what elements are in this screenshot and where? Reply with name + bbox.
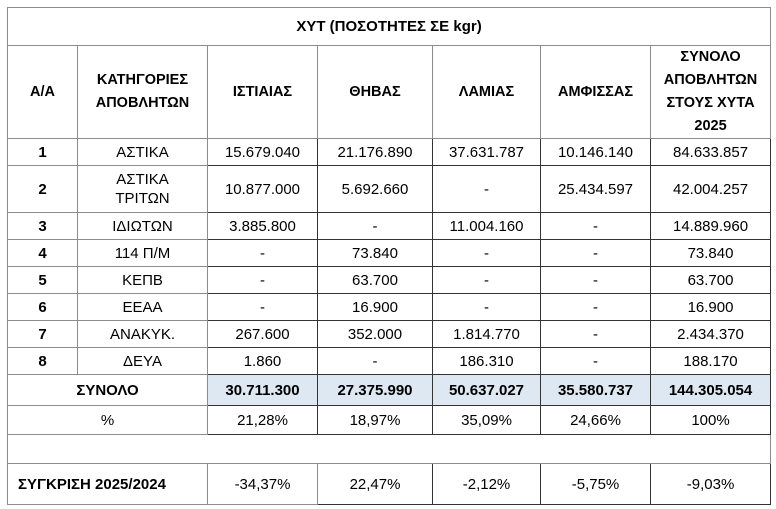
cell-thivas: 63.700 xyxy=(318,267,433,294)
percent-row xyxy=(8,406,771,435)
cell-istiaias: 267.600 xyxy=(208,321,318,348)
cell-lamias: 37.631.787 xyxy=(433,139,541,166)
header-istiaias: ΙΣΤΙΑΙΑΣ xyxy=(208,46,318,139)
cell-total: 84.633.857 xyxy=(651,139,771,166)
header-lamias: ΛΑΜΙΑΣ xyxy=(433,46,541,139)
row-category xyxy=(78,166,208,213)
cell-thivas: 21.176.890 xyxy=(318,139,433,166)
cell-amfissas: - xyxy=(541,294,651,321)
cell-thivas: 352.000 xyxy=(318,321,433,348)
total-istiaias: 30.711.300 xyxy=(208,375,318,406)
totals-label: ΣΥΝΟΛΟ xyxy=(8,375,208,406)
header-total-line2: ΑΠΟΒΛΗΤΩΝ xyxy=(663,72,758,88)
header-aa: Α/Α xyxy=(8,46,78,139)
comparison-lamias: -2,12% xyxy=(433,464,541,505)
table-row xyxy=(8,166,771,213)
row-category: ΕΕΑΑ xyxy=(78,294,208,321)
row-category: ΙΔΙΩΤΩΝ xyxy=(78,213,208,240)
totals-row xyxy=(8,375,771,406)
cell-thivas: - xyxy=(318,348,433,375)
cell-thivas: 73.840 xyxy=(318,240,433,267)
row-aa: 5 xyxy=(8,267,78,294)
table-row xyxy=(8,267,771,294)
cell-amfissas: - xyxy=(541,321,651,348)
header-amfissas: ΑΜΦΙΣΣΑΣ xyxy=(541,46,651,139)
row-aa: 2 xyxy=(8,166,78,213)
cell-istiaias: 10.877.000 xyxy=(208,166,318,213)
cell-lamias: - xyxy=(433,294,541,321)
row-aa: 7 xyxy=(8,321,78,348)
percent-total: 100% xyxy=(651,406,771,435)
row-category-line1: ΑΣΤΙΚΑ xyxy=(116,171,169,188)
total-thivas: 27.375.990 xyxy=(318,375,433,406)
spacer-row xyxy=(8,435,771,464)
cell-total: 2.434.370 xyxy=(651,321,771,348)
total-grand: 144.305.054 xyxy=(651,375,771,406)
cell-lamias: 186.310 xyxy=(433,348,541,375)
row-category: ΔΕΥΑ xyxy=(78,348,208,375)
header-category-line1: ΚΑΤΗΓΟΡΙΕΣ xyxy=(96,72,189,88)
row-category: ΑΝΑΚΥΚ. xyxy=(78,321,208,348)
header-row xyxy=(8,46,771,139)
comparison-thivas: 22,47% xyxy=(318,464,433,505)
cell-amfissas: - xyxy=(541,213,651,240)
table-row xyxy=(8,213,771,240)
percent-istiaias: 21,28% xyxy=(208,406,318,435)
row-aa: 3 xyxy=(8,213,78,240)
row-category-line2: ΤΡΙΤΩΝ xyxy=(115,190,170,207)
table-row xyxy=(8,240,771,267)
cell-istiaias: - xyxy=(208,267,318,294)
table-row xyxy=(8,348,771,375)
cell-lamias: - xyxy=(433,166,541,213)
cell-amfissas: - xyxy=(541,240,651,267)
header-thivas: ΘΗΒΑΣ xyxy=(318,46,433,139)
percent-thivas: 18,97% xyxy=(318,406,433,435)
cell-total: 14.889.960 xyxy=(651,213,771,240)
cell-thivas: - xyxy=(318,213,433,240)
cell-istiaias: 1.860 xyxy=(208,348,318,375)
total-amfissas: 35.580.737 xyxy=(541,375,651,406)
row-aa: 1 xyxy=(8,139,78,166)
table-row xyxy=(8,321,771,348)
comparison-row xyxy=(8,464,771,505)
cell-amfissas: - xyxy=(541,267,651,294)
row-aa: 4 xyxy=(8,240,78,267)
header-category xyxy=(78,46,208,139)
cell-lamias: 1.814.770 xyxy=(433,321,541,348)
cell-total: 16.900 xyxy=(651,294,771,321)
cell-lamias: - xyxy=(433,240,541,267)
header-total xyxy=(651,46,771,139)
row-category: 114 Π/Μ xyxy=(78,240,208,267)
table-row xyxy=(8,294,771,321)
cell-thivas: 5.692.660 xyxy=(318,166,433,213)
cell-amfissas: 25.434.597 xyxy=(541,166,651,213)
cell-istiaias: - xyxy=(208,294,318,321)
comparison-amfissas: -5,75% xyxy=(541,464,651,505)
row-aa: 6 xyxy=(8,294,78,321)
total-lamias: 50.637.027 xyxy=(433,375,541,406)
comparison-total: -9,03% xyxy=(651,464,771,505)
comparison-label: ΣΥΓΚΡΙΣΗ 2025/2024 xyxy=(8,464,208,505)
header-total-line3: ΣΤΟΥΣ ΧΥΤΑ xyxy=(666,95,755,111)
cell-amfissas: - xyxy=(541,348,651,375)
percent-amfissas: 24,66% xyxy=(541,406,651,435)
header-total-line1: ΣΥΝΟΛΟ xyxy=(680,49,741,65)
cell-lamias: 11.004.160 xyxy=(433,213,541,240)
table-title: ΧΥΤ (ΠΟΣΟΤΗΤΕΣ ΣΕ kgr) xyxy=(8,8,771,46)
table-row xyxy=(8,139,771,166)
row-category: ΚΕΠΒ xyxy=(78,267,208,294)
cell-istiaias: 3.885.800 xyxy=(208,213,318,240)
cell-total: 73.840 xyxy=(651,240,771,267)
cell-lamias: - xyxy=(433,267,541,294)
cell-amfissas: 10.146.140 xyxy=(541,139,651,166)
header-category-line2: ΑΠΟΒΛΗΤΩΝ xyxy=(95,95,190,111)
cell-total: 63.700 xyxy=(651,267,771,294)
percent-lamias: 35,09% xyxy=(433,406,541,435)
cell-total: 42.004.257 xyxy=(651,166,771,213)
cell-total: 188.170 xyxy=(651,348,771,375)
spacer-cell xyxy=(8,435,771,464)
waste-quantities-table xyxy=(7,7,771,505)
row-category: ΑΣΤΙΚΑ xyxy=(78,139,208,166)
header-total-line4: 2025 xyxy=(694,118,727,134)
cell-istiaias: - xyxy=(208,240,318,267)
cell-thivas: 16.900 xyxy=(318,294,433,321)
comparison-istiaias: -34,37% xyxy=(208,464,318,505)
percent-label: % xyxy=(8,406,208,435)
cell-istiaias: 15.679.040 xyxy=(208,139,318,166)
row-aa: 8 xyxy=(8,348,78,375)
